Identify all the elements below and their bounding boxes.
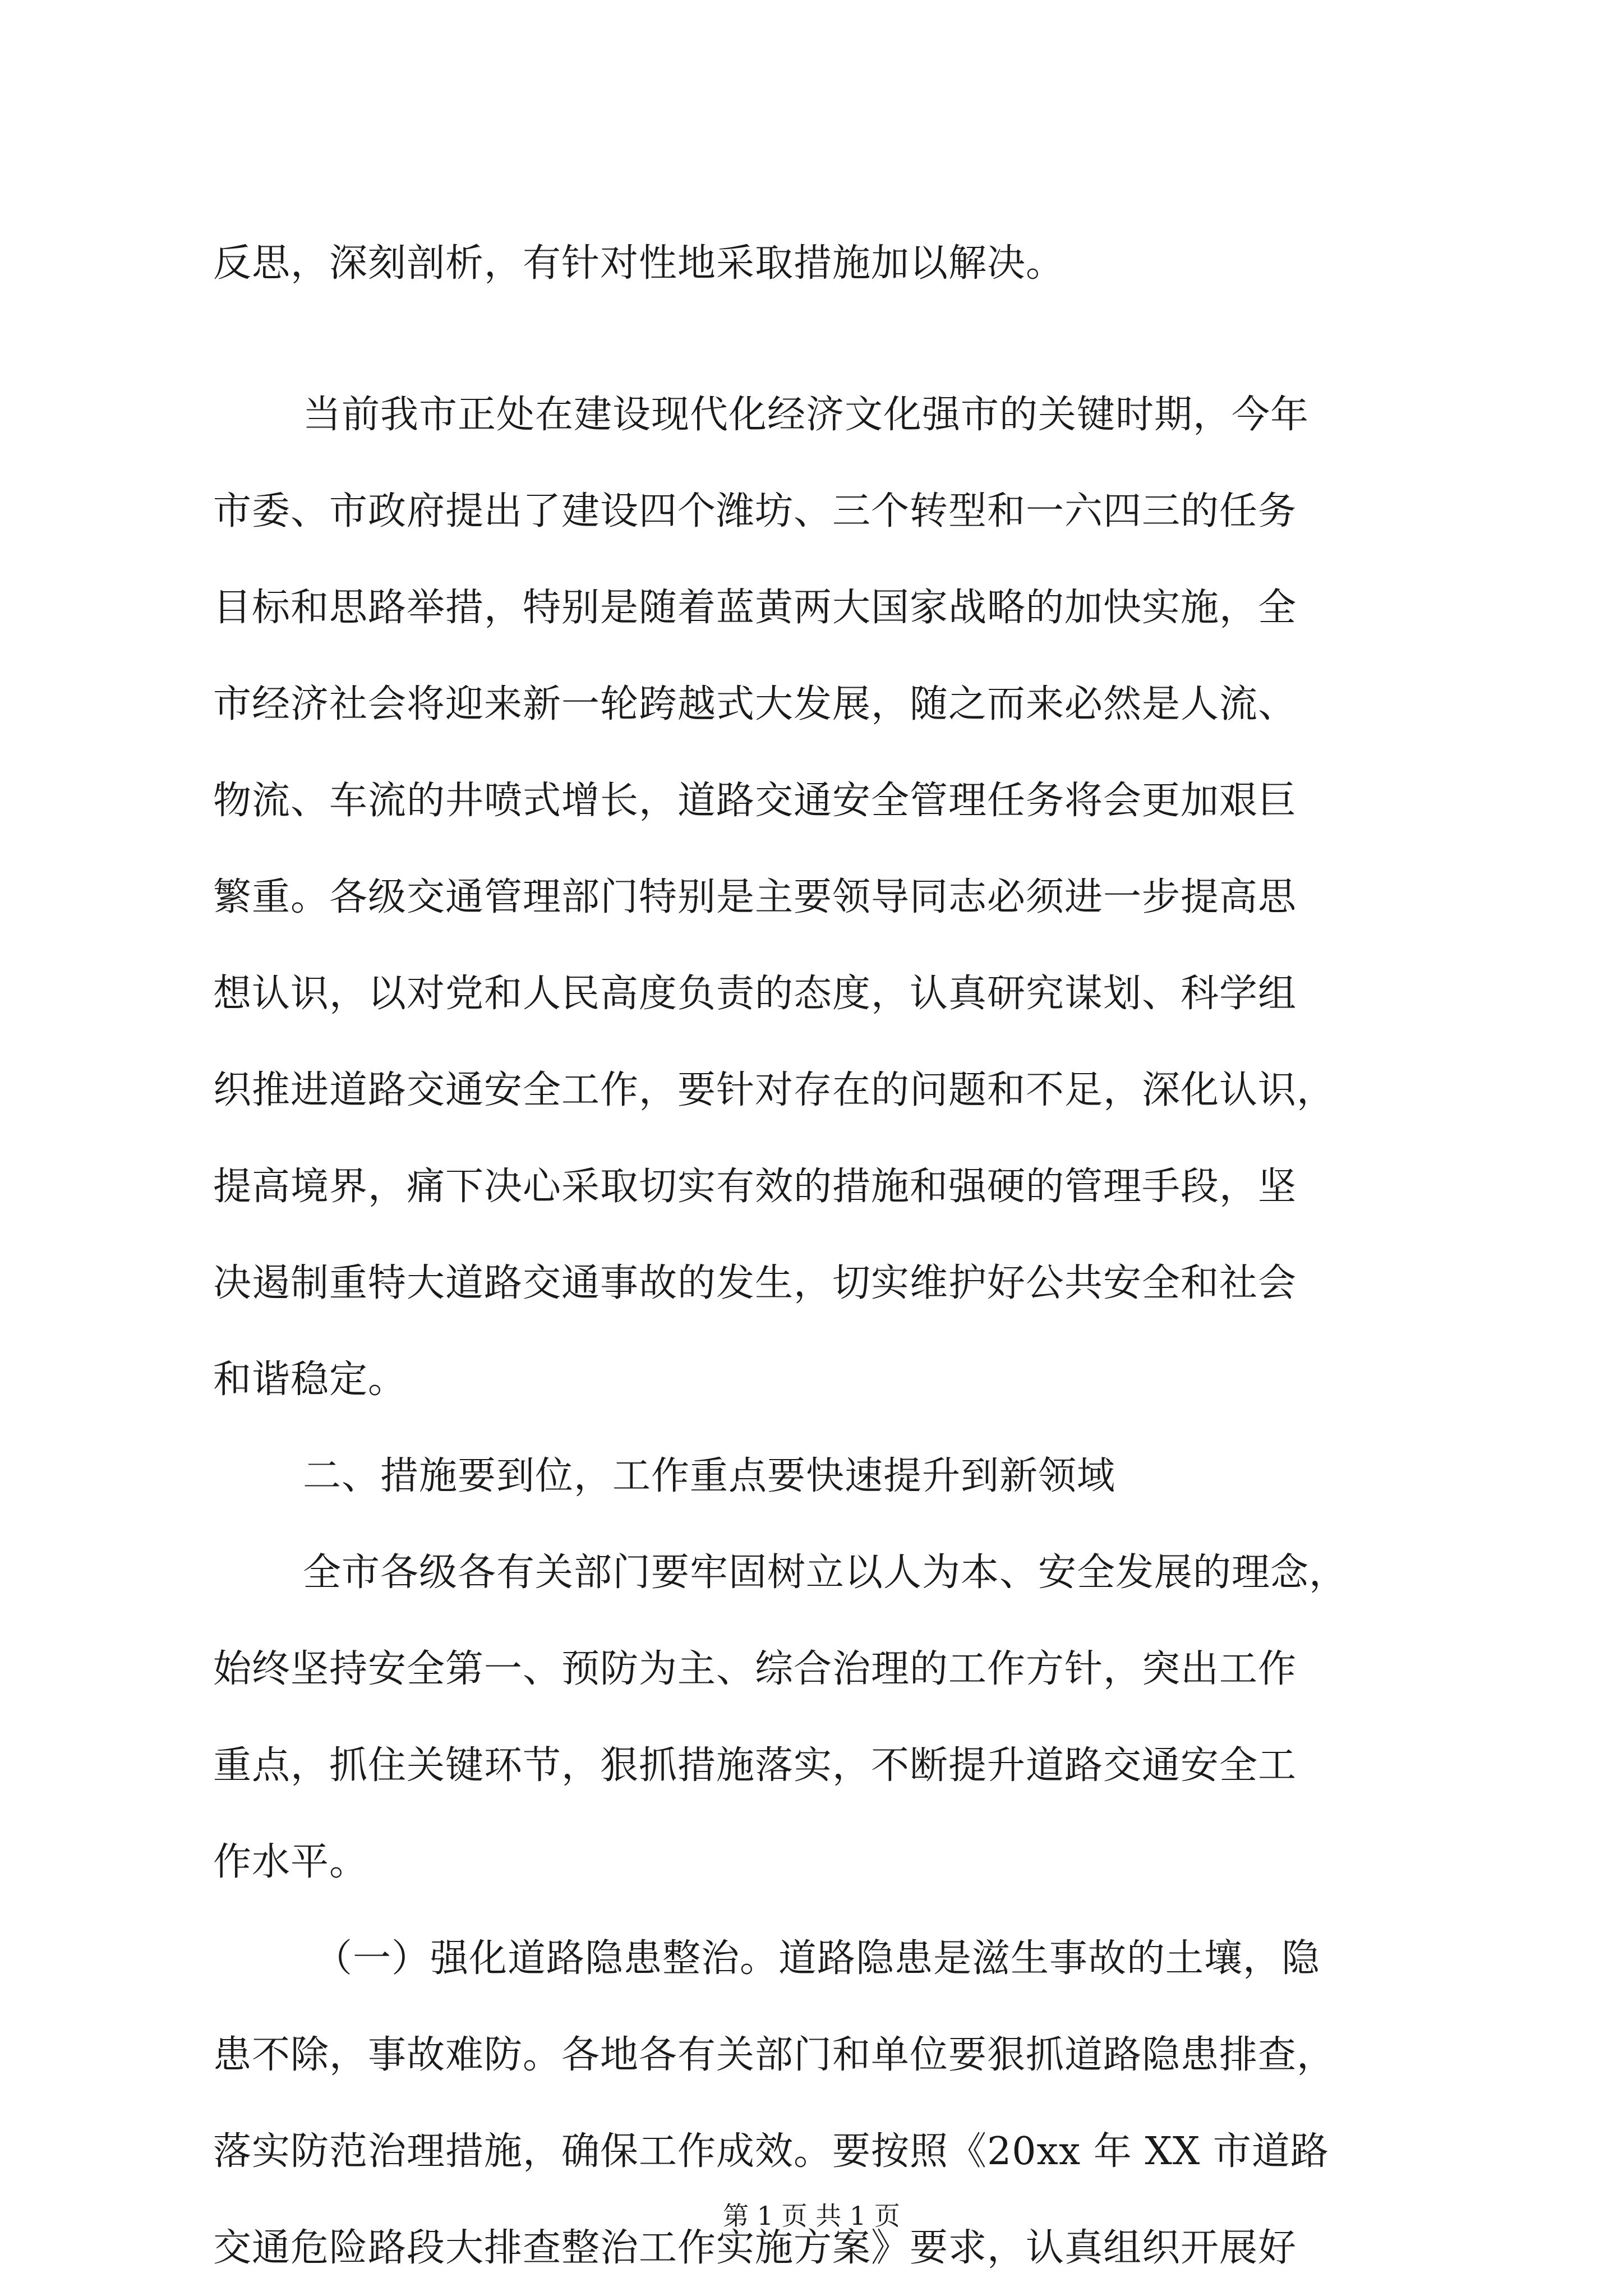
paragraph-line: 市经济社会将迎来新一轮跨越式大发展，随之而来必然是人流、 [213, 682, 1297, 726]
paragraph-line: 想认识，以对党和人民高度负责的态度，认真研究谋划、科学组 [213, 972, 1297, 1016]
paragraph-line: 提高境界，痛下决心采取切实有效的措施和强硬的管理手段，坚 [213, 1165, 1297, 1209]
paragraph-line: 决遏制重特大道路交通事故的发生，切实维护好公共安全和社会 [213, 1261, 1297, 1305]
paragraph-line: 交通危险路段大排查整治工作实施方案》要求，认真组织开展好 [213, 2226, 1297, 2270]
paragraph-line: 当前我市正处在建设现代化经济文化强市的关键时期，今年 [303, 393, 1310, 437]
paragraph-line: 作水平。 [213, 1840, 368, 1884]
paragraph-line: 反思，深刻剖析，有针对性地采取措施加以解决。 [213, 241, 1065, 286]
subsection-line: （一）强化道路隐患整治。道路隐患是滋生事故的土壤，隐 [314, 1936, 1321, 1981]
paragraph-line: 和谐稳定。 [213, 1358, 407, 1402]
page-number-footer: 第 1 页 共 1 页 [723, 2201, 900, 2231]
paragraph-line: 目标和思路举措，特别是随着蓝黄两大国家战略的加快实施，全 [213, 586, 1297, 630]
paragraph-line: 落实防范治理措施，确保工作成效。要按照《20xx 年 XX 市道路 [213, 2129, 1329, 2174]
paragraph-line: 物流、车流的井喷式增长，道路交通安全管理任务将会更加艰巨 [213, 779, 1297, 823]
paragraph-line: 患不除，事故难防。各地各有关部门和单位要狠抓道路隐患排查， [213, 2033, 1336, 2077]
paragraph-line: 始终坚持安全第一、预防为主、综合治理的工作方针，突出工作 [213, 1647, 1297, 1691]
section-heading: 二、措施要到位，工作重点要快速提升到新领域 [303, 1454, 1116, 1498]
paragraph-line: 繁重。各级交通管理部门特别是主要领导同志必须进一步提高思 [213, 875, 1297, 919]
paragraph-line: 重点，抓住关键环节，狠抓措施落实，不断提升道路交通安全工 [213, 1743, 1297, 1788]
paragraph-line: 织推进道路交通安全工作，要针对存在的问题和不足，深化认识， [213, 1068, 1336, 1112]
paragraph-line: 市委、市政府提出了建设四个潍坊、三个转型和一六四三的任务 [213, 489, 1297, 533]
paragraph-line: 全市各级各有关部门要牢固树立以人为本、安全发展的理念， [303, 1550, 1348, 1595]
